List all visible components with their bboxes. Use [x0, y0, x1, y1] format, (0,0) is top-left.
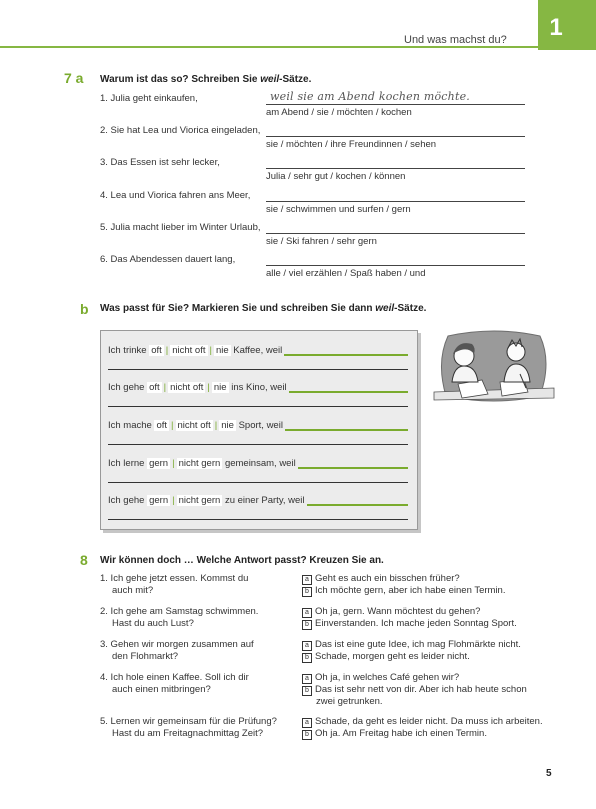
exercise-8-question: auch einen mitbringen?	[112, 684, 211, 695]
checkbox-b[interactable]: b	[302, 730, 312, 740]
exercise-8-question: 5. Lernen wir gemeinsam für die Prüfung?	[100, 716, 277, 727]
exercise-8-option-b[interactable]	[302, 651, 470, 663]
exercise-7a-item-text: 2. Sie hat Lea und Viorica eingeladen,	[100, 125, 261, 136]
frequency-option[interactable]: oft	[151, 345, 162, 356]
checkbox-a[interactable]: a	[302, 608, 312, 618]
checkbox-b[interactable]: b	[302, 686, 312, 696]
option-separator: |	[209, 345, 212, 356]
exercise-8-question: 4. Ich hole einen Kaffee. Soll ich dir	[100, 672, 249, 683]
exercise-7a-hint: alle / viel erzählen / Spaß haben / und	[266, 268, 426, 279]
checkbox-b[interactable]: b	[302, 587, 312, 597]
frequency-option[interactable]: gern	[149, 495, 169, 506]
frequency-option[interactable]: nicht oft	[177, 420, 211, 431]
exercise-8-option-a[interactable]	[302, 606, 480, 618]
exercise-7a-item-text: 3. Das Essen ist sehr lecker,	[100, 157, 220, 168]
two-people-writing-illustration	[428, 322, 560, 406]
exercise-7a-answer-line[interactable]	[266, 104, 525, 105]
frequency-option[interactable]: oft	[149, 382, 160, 393]
exercise-7b-row	[108, 345, 282, 356]
exercise-8-question: den Flohmarkt?	[112, 651, 179, 662]
row-tail: Sport, weil	[238, 420, 283, 431]
exercise-8-option-b[interactable]	[302, 585, 505, 597]
exercise-7b-answer-line-2[interactable]	[108, 444, 408, 445]
option-text: Geht es auch ein bisschen früher?	[315, 573, 460, 584]
exercise-7a-item-text: 1. Julia geht einkaufen,	[100, 93, 198, 104]
row-tail: Kaffee, weil	[233, 345, 283, 356]
checkbox-b[interactable]: b	[302, 620, 312, 630]
checkbox-a[interactable]: a	[302, 718, 312, 728]
option-text: Oh ja, in welches Café gehen wir?	[315, 672, 460, 683]
exercise-7b-answer-line-2[interactable]	[108, 519, 408, 520]
row-lead: Ich trinke	[108, 345, 147, 356]
option-separator: |	[214, 420, 218, 431]
exercise-7a-hint: am Abend / sie / möchten / kochen	[266, 107, 412, 118]
exercise-7b-answer-line-2[interactable]	[108, 482, 408, 483]
exercise-8-question: Hast du am Freitagnachmittag Zeit?	[112, 728, 264, 739]
checkbox-a[interactable]: a	[302, 674, 312, 684]
frequency-option[interactable]: gern	[149, 458, 169, 469]
exercise-7b-answer-line-1[interactable]	[285, 429, 408, 431]
exercise-7a-answer-line[interactable]	[266, 201, 525, 202]
exercise-7a-handwritten-answer: weil sie am Abend kochen möchte.	[270, 90, 470, 103]
row-tail: gemeinsam, weil	[224, 458, 296, 469]
page-number: 5	[546, 768, 552, 779]
option-text: Einverstanden. Ich mache jeden Sonntag Sport.	[315, 618, 517, 629]
frequency-option[interactable]: nie	[221, 420, 234, 431]
exercise-8-option-a[interactable]	[302, 573, 460, 585]
exercise-7a-hint: sie / schwimmen und surfen / gern	[266, 204, 411, 215]
frequency-option[interactable]: nicht gern	[178, 495, 221, 506]
exercise-7a-hint: sie / Ski fahren / sehr gern	[266, 236, 377, 247]
option-text: Oh ja. Am Freitag habe ich einen Termin.	[315, 728, 487, 739]
exercise-8-question: 2. Ich gehe am Samstag schwimmen.	[100, 606, 259, 617]
frequency-option[interactable]: nie	[213, 382, 227, 393]
option-text: Das ist eine gute Idee, ich mag Flohmärkte nicht.	[315, 639, 521, 650]
row-tail: zu einer Party, weil	[224, 495, 305, 506]
exercise-8-option-a[interactable]	[302, 672, 459, 684]
option-text: Das ist sehr nett von dir. Aber ich hab heute schon	[315, 684, 527, 695]
option-separator: |	[165, 345, 169, 356]
exercise-7b-instruction: Was passt für Sie? Markieren Sie und schreiben Sie dann weil-Sätze.	[100, 303, 427, 314]
option-text: zwei getrunken.	[316, 696, 383, 707]
exercise-7a-item-text: 4. Lea und Viorica fahren ans Meer,	[100, 190, 251, 201]
chapter-title: Und was machst du?	[404, 34, 507, 46]
exercise-7a-item-text: 5. Julia macht lieber im Winter Urlaub,	[100, 222, 261, 233]
row-lead: Ich gehe	[108, 495, 145, 506]
exercise-8-option-a[interactable]	[302, 716, 543, 728]
exercise-7b-letter: b	[80, 301, 89, 317]
header-rule	[0, 46, 539, 48]
exercise-8-option-b[interactable]	[302, 618, 517, 630]
exercise-7b-answer-line-1[interactable]	[289, 391, 408, 393]
option-text: Schade, da geht es leider nicht. Da muss ich arbeiten.	[315, 716, 543, 727]
exercise-8-instruction: Wir können doch … Welche Antwort passt? Kreuzen Sie an.	[100, 555, 384, 566]
chapter-number: 1	[549, 14, 563, 41]
row-tail: ins Kino, weil	[231, 382, 287, 393]
exercise-7a-answer-line[interactable]	[266, 265, 525, 266]
exercise-7b-row	[108, 382, 287, 393]
exercise-7b-answer-line-2[interactable]	[108, 406, 408, 407]
exercise-7a-item-text: 6. Das Abendessen dauert lang,	[100, 254, 236, 265]
exercise-7b-answer-line-1[interactable]	[307, 504, 408, 506]
exercise-7a-answer-line[interactable]	[266, 136, 525, 137]
option-separator: |	[172, 458, 175, 469]
option-text: Oh ja, gern. Wann möchtest du gehen?	[315, 606, 481, 617]
exercise-7b-answer-line-1[interactable]	[298, 467, 408, 469]
exercise-7a-instruction: Warum ist das so? Schreiben Sie weil-Sätze.	[100, 74, 312, 85]
frequency-option[interactable]: nicht oft	[172, 345, 206, 356]
option-separator: |	[171, 420, 174, 431]
row-lead: Ich lerne	[108, 458, 145, 469]
exercise-8-question: 1. Ich gehe jetzt essen. Kommst du	[100, 573, 249, 584]
frequency-option[interactable]: oft	[156, 420, 168, 431]
exercise-8-option-b[interactable]	[302, 728, 487, 740]
exercise-8-question: 3. Gehen wir morgen zusammen auf	[100, 639, 254, 650]
frequency-option[interactable]: nicht gern	[178, 458, 221, 469]
checkbox-b[interactable]: b	[302, 653, 312, 663]
frequency-option[interactable]: nicht oft	[170, 382, 204, 393]
exercise-7a-answer-line[interactable]	[266, 168, 525, 169]
frequency-option[interactable]: nie	[215, 345, 229, 356]
exercise-7a-hint: sie / möchten / ihre Freundinnen / sehen	[266, 139, 437, 150]
exercise-8-option-a[interactable]	[302, 639, 521, 651]
exercise-7b-row	[108, 495, 305, 506]
exercise-8-number: 8	[80, 552, 88, 568]
exercise-7b-row	[108, 458, 296, 469]
exercise-8-question: auch mit?	[112, 585, 154, 596]
exercise-8-option-b	[316, 696, 383, 707]
row-lead: Ich mache	[108, 420, 152, 431]
exercise-7a-answer-line[interactable]	[266, 233, 525, 234]
exercise-7a-number: 7 a	[64, 70, 84, 86]
option-separator: |	[163, 382, 167, 393]
option-separator: |	[172, 495, 175, 506]
exercise-7b-answer-line-2[interactable]	[108, 369, 408, 370]
exercise-7b-row	[108, 420, 283, 431]
option-text: Ich möchte gern, aber ich habe einen Termin.	[315, 585, 506, 596]
chapter-tab	[538, 0, 596, 50]
checkbox-a[interactable]: a	[302, 641, 312, 651]
exercise-8-option-b[interactable]	[302, 684, 527, 696]
checkbox-a[interactable]: a	[302, 575, 312, 585]
option-separator: |	[207, 382, 210, 393]
exercise-7b-answer-line-1[interactable]	[284, 354, 408, 356]
option-text: Schade, morgen geht es leider nicht.	[315, 651, 470, 662]
row-lead: Ich gehe	[108, 382, 145, 393]
exercise-8-question: Hast du auch Lust?	[112, 618, 194, 629]
exercise-7a-hint: Julia / sehr gut / kochen / können	[266, 171, 406, 182]
